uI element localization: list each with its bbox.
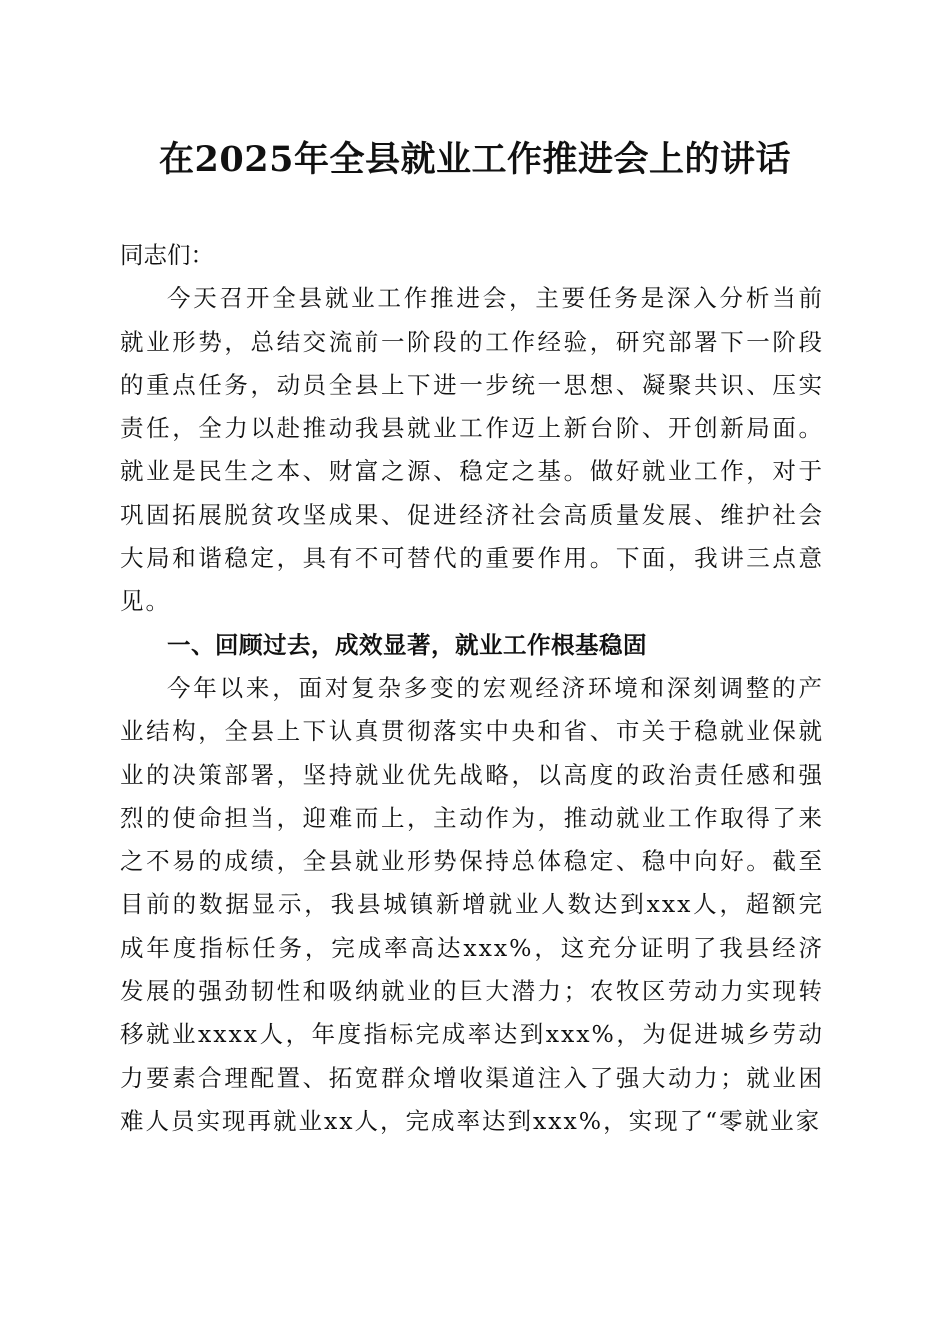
- intro-paragraph: 今天召开全县就业工作推进会，主要任务是深入分析当前就业形势，总结交流前一阶段的工作经验，研究部署下一阶段的重点任务，动员全县上下进一步统一思想、凝聚共识、压实责任，全力以赴推动我县就业工作迈上新台阶、开创新局面。就业是民生之本、财富之源、稳定之基。做好就业工作，对于巩固拓展脱贫攻坚成果、促进经济社会高质量发展、维护社会大局和谐稳定，具有不可替代的重要作用。下面，我讲三点意见。: [120, 284, 824, 616]
- section-1-paragraph: 今年以来，面对复杂多变的宏观经济环境和深刻调整的产业结构，全县上下认真贯彻落实中央和省、市关于稳就业保就业的决策部署，坚持就业优先战略，以高度的政治责任感和强烈的使命担当，迎难而上，主动作为，推动就业工作取得了来之不易的成绩，全县就业形势保持总体稳定、稳中向好。截至目前的数据显示，我县城镇新增就业人数达到xxx人，超额完成年度指标任务，完成率高达xxx%，这充分证明了我县经济发展的强劲韧性和吸纳就业的巨大潜力；农牧区劳动力实现转移就业xxxx人，年度指标完成率达到xxx%，为促进城乡劳动力要素合理配置、拓宽群众增收渠道注入了强大动力；就业困难人员实现再就业xx人，完成率达到xxx%，实现了“零就业家: [120, 673, 824, 1135]
- document-title: 在2025年全县就业工作推进会上的讲话: [159, 139, 791, 180]
- salutation: 同志们：: [120, 241, 214, 269]
- document-body: [120, 234, 824, 1143]
- section-1-heading: 一、回顾过去，成效显著，就业工作根基稳固: [167, 630, 647, 659]
